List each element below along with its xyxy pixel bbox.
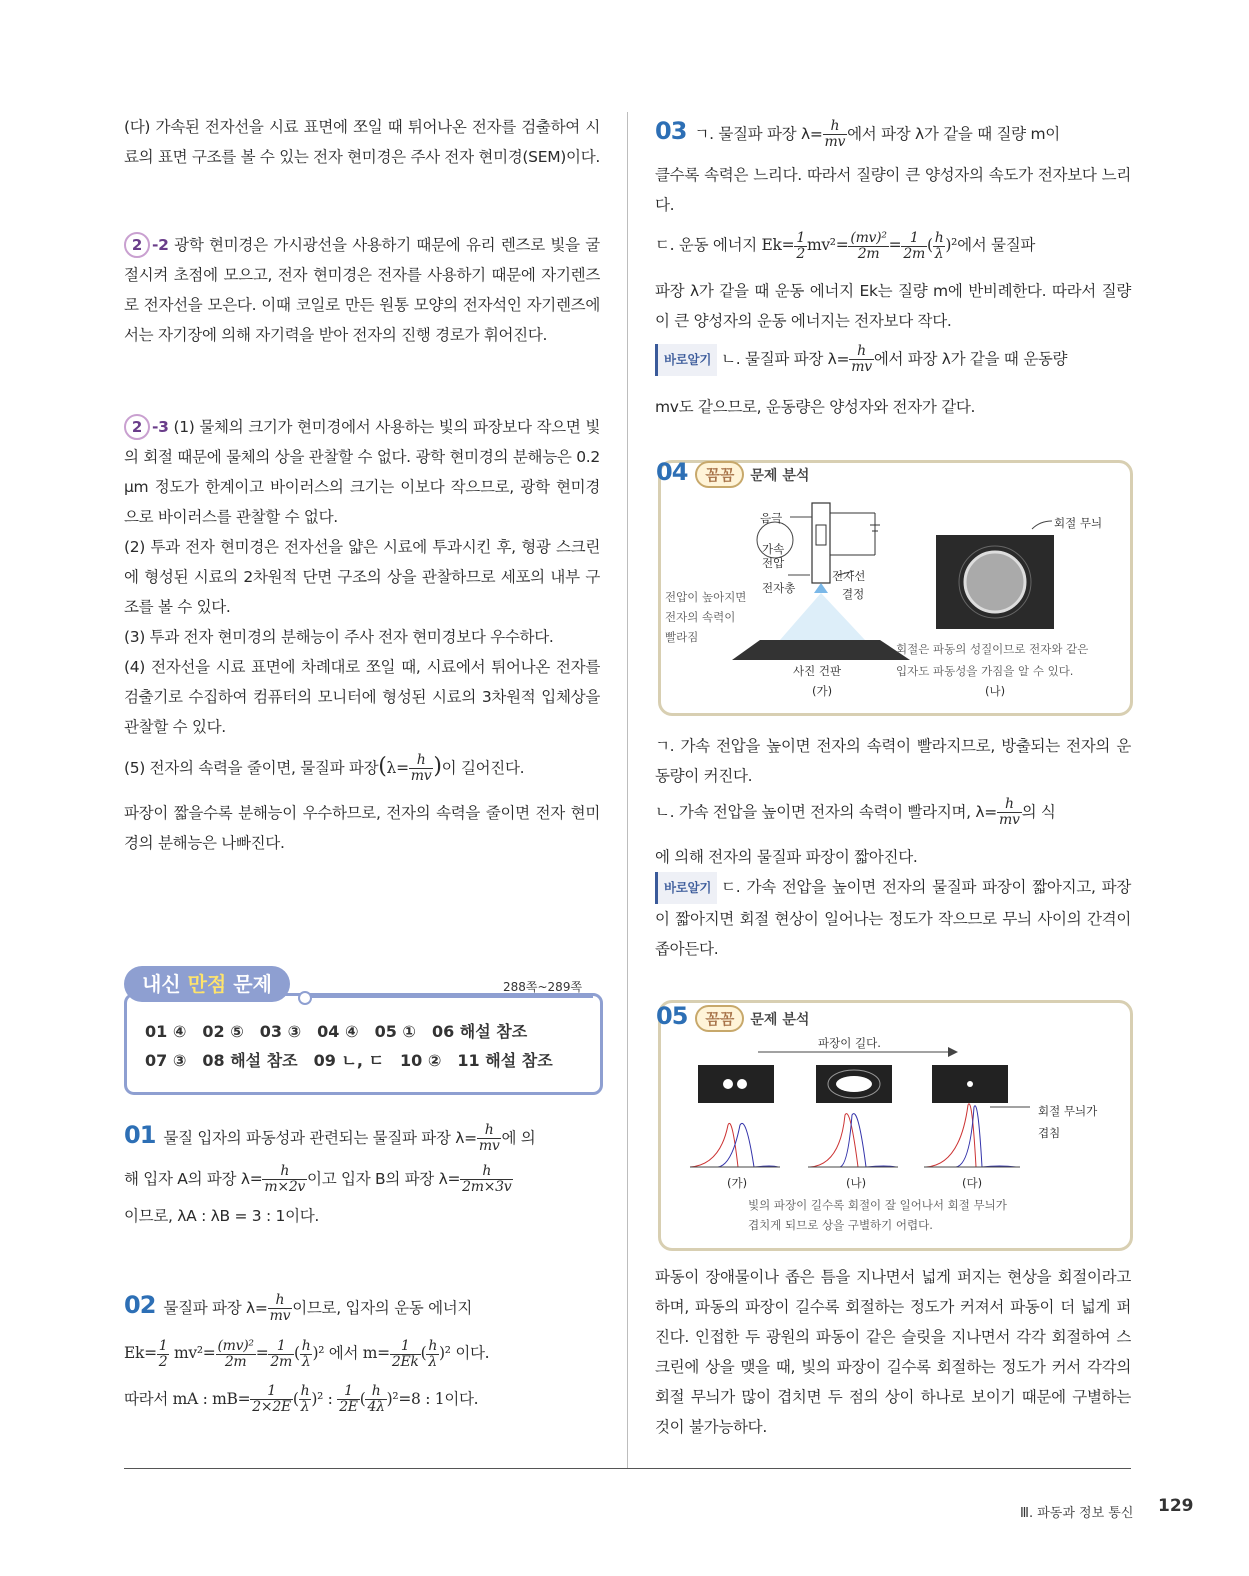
q2-2 xyxy=(124,230,600,350)
q2-3-text-1: (1) 물체의 크기가 현미경에서 사용하는 빛의 파장보다 작으면 빛의 회절 때문에 물체의 상을 관찰할 수 없다. 광학 현미경의 분해능은 0.2 μm 정도가 한계이고 바이러스의 크기는 이보다 작으므로, 광학 현미경으로 바이러스를 관찰할 수 없다. xyxy=(124,418,600,526)
q05-head: 05 꼼꼼 문제 분석 xyxy=(656,1002,810,1030)
q04-head: 04 꼼꼼 문제 분석 xyxy=(656,458,810,486)
label-na: (나) xyxy=(985,684,1006,698)
q2-3-suffix: -3 xyxy=(152,418,169,436)
label-ga: (가) xyxy=(812,684,833,698)
q05-number: 05 xyxy=(656,1002,688,1030)
answer-box xyxy=(124,993,603,1095)
label-beam: 전자선 xyxy=(832,569,866,583)
q2-3-p5-b: 이 길어진다. xyxy=(441,759,525,777)
q2-3-p5: (5) 전자의 속력을 줄이면, 물질파 파장(λ= $\frac{h}{mv}$ )이 길어진다. xyxy=(124,752,525,784)
answer-title-dot xyxy=(298,991,312,1005)
q2-3-p1 xyxy=(124,412,600,532)
answer-title-rule xyxy=(303,996,593,998)
q02-number: 02 xyxy=(124,1291,156,1319)
q03-line6: mv도 같으므로, 운동량은 양성자와 전자가 같다. xyxy=(655,398,976,416)
q02: 02 물질파 파장 λ= $\frac{h}{mv}$ 이므로, 입자의 운동 에너지 Ek= $\frac{1}{2}$ mv²= $\frac{\text{(mv)²}}{2m}$ = $\frac{1}{2m}$ ( $\frac{h}{\lambda}$ )² 에서 m= $\frac{1}{2Ek}$ ( $\frac{h}{\lambda}$ )² 이다. 따라서 mA : mB= $\frac{1}{2\times 2E}$ ( $\frac{h}{\lambda}$ )² : $\frac{1}{2E}$ ( $\frac{h}{4\lambda}$ )²=8 : 1이다. xyxy=(124,1291,490,1415)
q01-number: 01 xyxy=(124,1121,156,1149)
bottom-rule xyxy=(124,1468,1131,1469)
q03-line4: 파장 λ가 같을 때 운동 에너지 Ek는 질량 m에 반비례한다. 따라서 질량이 큰 양성자의 운동 에너지는 전자보다 작다. xyxy=(655,282,1131,330)
barunalgi-badge: 바로알기 xyxy=(655,344,717,376)
q2-2-text: 광학 현미경은 가시광선을 사용하기 때문에 유리 렌즈로 빛을 굴절시켜 초점에 모으고, 전자 현미경은 전자를 사용하기 때문에 자기렌즈로 전자선을 모은다. 이때 코일로 만든 원통 모양의 전자석인 자기렌즈에서는 자기장에 의해 자기력을 받아 전자의 진행 경로가 휘어진다. xyxy=(124,236,600,344)
note-voltage: 전압이 높아지면 전자의 속력이 빨라짐 xyxy=(665,590,747,644)
q05-text: 파동이 장애물이나 좁은 틈을 지나면서 넓게 퍼지는 현상을 회절이라고 하며, 파동의 파장이 길수록 회절하는 정도가 커져서 파동이 더 넓게 퍼진다. 인접한 두 광원의 파동이 같은 슬릿을 지나면서 각각 회절하여 스크린에 상을 맺을 때, 빛의 파장이 길수록 회절하는 정도가 커서 각각의 회절 무늬가 많이 겹치면 두 점의 상이 하나로 보이기 때문에 구별하는 것이 불가능하다. xyxy=(655,1268,1131,1436)
q03-line2: 클수록 속력은 느리다. 따라서 질량이 큰 양성자의 속도가 전자보다 느리다. xyxy=(655,166,1131,214)
fig5-label-na: (나) xyxy=(846,1176,867,1190)
fig5-label-da: (다) xyxy=(962,1176,983,1190)
q03-line1: 03 ㄱ. 물질파 파장 λ= $\frac{h}{mv}$ 에서 파장 λ가 같을 때 질량 m이 xyxy=(655,117,1060,150)
label-film: 사진 건판 xyxy=(793,664,842,678)
answer-row-1: 01 ④ 02 ⑤ 03 ③ 04 ④ 05 ① 06 해설 참조 xyxy=(145,1022,528,1041)
fig5-label-ga: (가) xyxy=(727,1176,748,1190)
q04-a: ㄱ. 가속 전압을 높이면 전자의 속력이 빨라지므로, 방출되는 전자의 운동량이 커진다. xyxy=(655,737,1131,785)
q01: 01 물질 입자의 파동성과 관련되는 물질파 파장 λ= $\frac{h}{mv}$ 에 의 해 입자 A의 파장 λ= $\frac{h}{m\times 2v}$ 이고 입자 B의 파장 λ= $\frac{h}{2m\times 3v}$ 이므로, λA : λB = 3 : 1이다. xyxy=(124,1121,536,1225)
q2-2-tag: 2 xyxy=(124,232,150,258)
fraction-h-mv: $\frac{h}{mv}$ xyxy=(410,752,432,784)
arrow-label: 파장이 길다. xyxy=(818,1036,881,1050)
label-gun: 전자총 xyxy=(762,581,796,595)
q04-number: 04 xyxy=(656,458,688,486)
para-da: (다) 가속된 전자선을 시료 표면에 쪼일 때 튀어나온 전자를 검출하여 시료의 표면 구조를 볼 수 있는 전자 현미경은 주사 전자 현미경(SEM)이다. xyxy=(124,118,600,166)
fig4-caption: 회절은 파동의 성질이므로 전자와 같은 입자도 파동성을 가짐을 알 수 있다. xyxy=(896,642,1089,678)
column-divider xyxy=(627,112,628,1469)
q2-3-p3: (3) 투과 전자 현미경의 분해능이 주사 전자 현미경보다 우수하다. xyxy=(124,628,554,646)
kkom-badge: 꼼꼼 xyxy=(695,461,744,488)
q2-3-p2: (2) 투과 전자 현미경은 전자선을 얇은 시료에 투과시킨 후, 형광 스크린에 형성된 시료의 2차원적 단면 구조의 상을 관찰하므로 세포의 내부 구조를 볼 수 있다. xyxy=(124,538,600,616)
label-accel: 가속 전압 xyxy=(762,542,785,570)
answer-page-range: 288쪽~289쪽 xyxy=(503,980,583,994)
answer-row-2: 07 ③ 08 해설 참조 09 ㄴ, ㄷ 10 ② 11 해설 참조 xyxy=(145,1051,553,1070)
q03-line5: 바로알기 ㄴ. 물질파 파장 λ= $\frac{h}{mv}$ 에서 파장 λ가 같을 때 운동량 xyxy=(655,344,1131,376)
q2-2-suffix: -2 xyxy=(152,236,169,254)
answer-box-title: 내신 만점 문제 xyxy=(124,966,290,1002)
fig5-caption: 빛의 파장이 길수록 회절이 잘 일어나서 회절 무늬가 겹치게 되므로 상을 구별하기 어렵다. xyxy=(748,1198,1007,1232)
label-overlap: 회절 무늬가 겹침 xyxy=(1038,1104,1098,1140)
page-number: 129 xyxy=(1158,1496,1194,1516)
label-pattern: 회절 무늬 xyxy=(1054,516,1103,530)
q04-b: ㄴ. 가속 전압을 높이면 전자의 속력이 빨라지며, λ= $\frac{h}{mv}$ 의 식 xyxy=(655,796,1056,828)
label-cathode: 음극 xyxy=(760,511,783,525)
q2-3-tag: 2 xyxy=(124,414,150,440)
q03-line3: ㄷ. 운동 에너지 Ek= $\frac{1}{2}$ mv²= $\frac{\text{(mv)²}}{2m}$ = $\frac{1}{2m}$ ( $\frac{h}{\lambda}$ )²에서 물질파 xyxy=(655,229,1036,262)
q2-3-p4: (4) 전자선을 시료 표면에 차례대로 쪼일 때, 시료에서 튀어나온 전자를 검출기로 수집하여 컴퓨터의 모니터에 형성된 시료의 3차원적 입체상을 관찰할 수 있다. xyxy=(124,658,600,736)
q04-c: 바로알기 ㄷ. 가속 전압을 높이면 전자의 물질파 파장이 짧아지고, 파장이 짧아지면 회절 현상이 일어나는 정도가 작으므로 무늬 사이의 간격이 좁아든다. xyxy=(655,872,1131,964)
label-crystal: 결정 xyxy=(842,587,865,601)
q2-3-p5-a: (5) 전자의 속력을 줄이면, 물질파 파장 xyxy=(124,759,379,777)
q2-3-p6: 파장이 짧을수록 분해능이 우수하므로, 전자의 속력을 줄이면 전자 현미경의 분해능은 나빠진다. xyxy=(124,804,600,852)
q04-b3: 에 의해 전자의 물질파 파장이 짧아진다. xyxy=(655,848,918,866)
q03-number: 03 xyxy=(655,117,687,145)
footer-section: Ⅲ. 파동과 정보 통신 xyxy=(1020,1506,1134,1521)
